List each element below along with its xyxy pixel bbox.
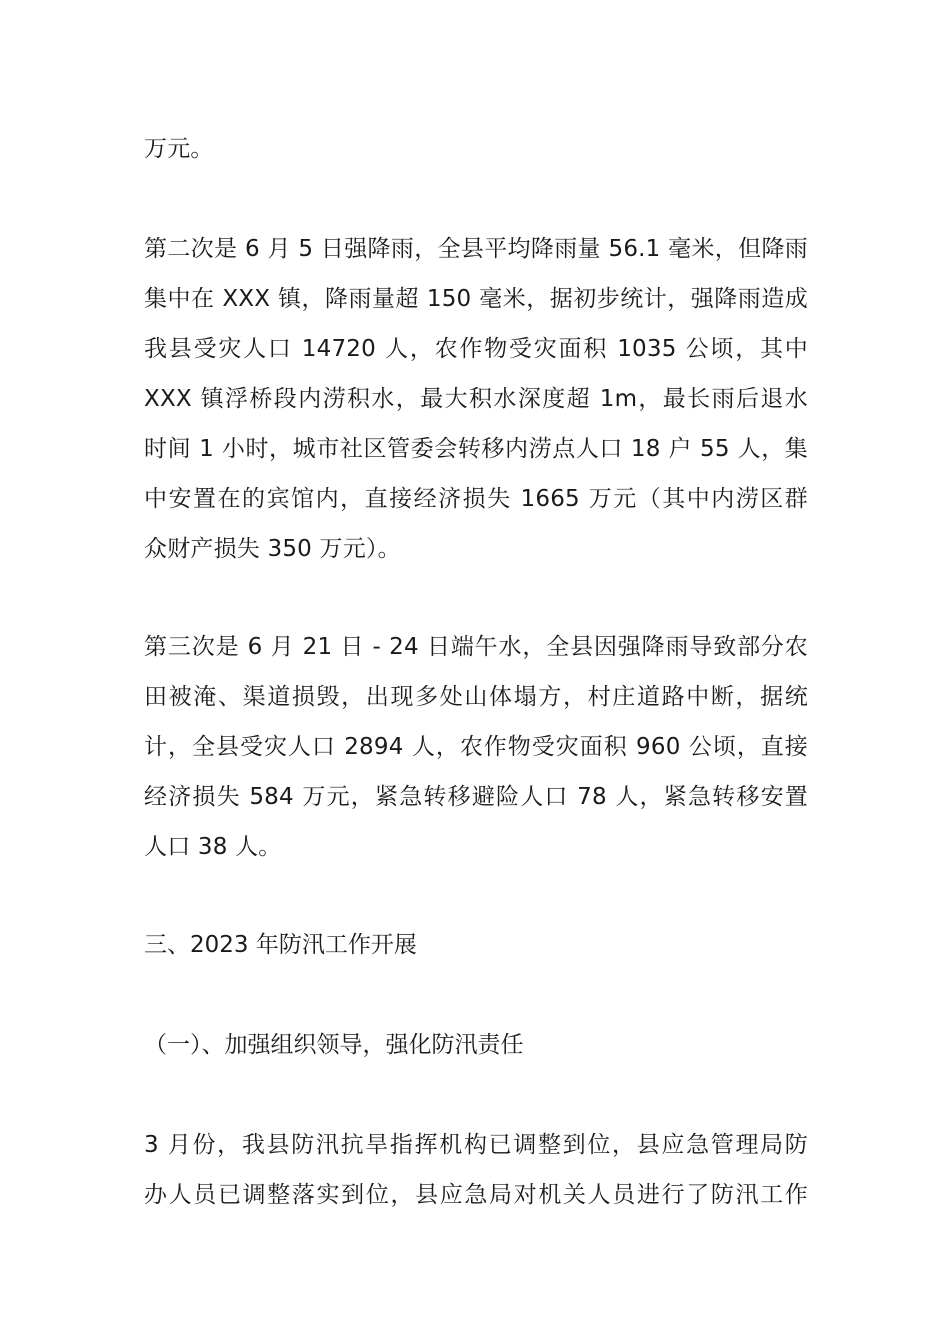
- paragraph-line: 中安置在的宾馆内，直接经济损失 1665 万元（其中内涝区群: [144, 486, 808, 512]
- paragraph-line: XXX 镇浮桥段内涝积水，最大积水深度超 1m，最长雨后退水: [144, 386, 808, 412]
- paragraph-line: 经济损失 584 万元，紧急转移避险人口 78 人，紧急转移安置: [144, 784, 808, 810]
- paragraph-line: 众财产损失 350 万元）。: [144, 536, 401, 562]
- paragraph-line: 办人员已调整落实到位，县应急局对机关人员进行了防汛工作: [144, 1182, 808, 1208]
- paragraph-line: 计，全县受灾人口 2894 人，农作物受灾面积 960 公顷，直接: [144, 734, 808, 760]
- paragraph-continuation: [144, 124, 808, 174]
- paragraph-line: 集中在 XXX 镇，降雨量超 150 毫米，据初步统计，强降雨造成: [144, 286, 808, 312]
- paragraph-line: 我县受灾人口 14720 人，农作物受灾面积 1035 公顷，其中: [144, 336, 808, 362]
- paragraph-organization: [144, 1120, 808, 1220]
- paragraph-second-rainfall: [144, 224, 808, 574]
- paragraph-line: 人口 38 人。: [144, 834, 282, 860]
- paragraph-line: 第三次是 6 月 21 日 - 24 日端午水，全县因强降雨导致部分农: [144, 634, 808, 660]
- paragraph-line: 时间 1 小时，城市社区管委会转移内涝点人口 18 户 55 人，集: [144, 436, 808, 462]
- paragraph-line: 第二次是 6 月 5 日强降雨，全县平均降雨量 56.1 毫米，但降雨: [144, 236, 808, 262]
- paragraph-line: 万元。: [144, 136, 214, 162]
- subsection-heading: （一）、加强组织领导，强化防汛责任: [144, 1032, 524, 1058]
- paragraph-third-rainfall: [144, 622, 808, 872]
- paragraph-line: 3 月份，我县防汛抗旱指挥机构已调整到位，县应急管理局防: [144, 1132, 808, 1158]
- paragraph-line: 田被淹、渠道损毁，出现多处山体塌方，村庄道路中断，据统: [144, 684, 808, 710]
- section-heading: 三、2023 年防汛工作开展: [144, 932, 417, 958]
